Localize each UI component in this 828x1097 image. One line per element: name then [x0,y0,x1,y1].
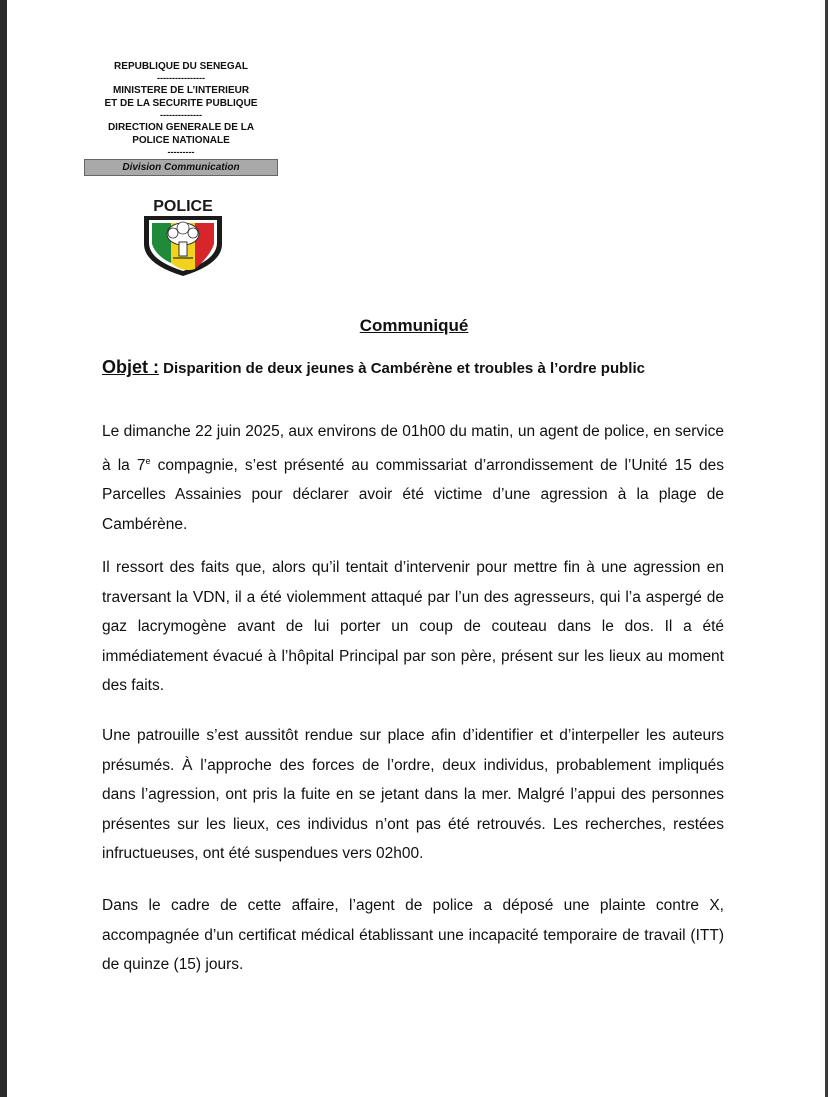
subject-text: Disparition de deux jeunes à Cambérène et troubles à l’ordre public [163,360,645,377]
republic-line: REPUBLIQUE DU SENEGAL [114,61,248,72]
paragraph-1-end: compagnie, s’est présenté au commissariat d’arrondissement de l’Unité 15 des Parcelles Assainies pour déclarer avoir été victime d’une agression à la plage de Cambérène. [102,456,725,533]
document-title: Communiqué [359,316,469,335]
paragraph-1 [102,417,724,539]
separator: --------- [167,147,195,157]
ministry-line-2: ET DE LA SECURITE PUBLIQUE [104,98,258,109]
subject-line [102,358,702,378]
ministry-line-1: MINISTERE DE L’INTERIEUR [112,85,250,96]
paragraph-4: Dans le cadre de cette affaire, l’agent de police a déposé une plainte contre X, accompagnée d’un certificat médical établissant une incapacité temporaire de travail (ITT) de quinze (15) jours. [102,897,724,973]
paragraph-2: Il ressort des faits que, alors qu’il tentait d’intervenir pour mettre fin à une agression en traversant la VDN, il a été violemment attaqué par l’un des agresseurs, qui l’a aspergé de gaz lacrymogène avant de lui porter un coup de couteau dans le dos. Il a été immédiatement évacué à l’hôpital Principal par son père, présent sur les lieux au moment des faits. [102,559,724,694]
page-edge-left [0,0,7,1097]
separator: -------------- [160,110,202,120]
paragraph-3: Une patrouille s’est aussitôt rendue sur place afin d’identifier et d’interpeller les auteurs présumés. À l’approche des forces de l’ordre, deux individus, probablement impliqués dans l’agression, ont pris la fuite en se jetant dans la mer. Malgré l’appui des personnes présentes sur les lieux, ces individus n’ont pas été retrouvés. Les recherches, restées infructueuses, ont été suspendues vers 02h00. [102,727,724,862]
separator: ---------------- [157,73,205,83]
direction-line-2: POLICE NATIONALE [132,135,230,146]
letterhead [84,60,278,176]
direction-line-1: DIRECTION GENERALE DE LA [107,122,255,133]
logo-text: POLICE [153,198,213,215]
subject-label: Objet : [102,357,159,377]
division-banner: Division Communication [84,159,278,176]
paragraph-1-start: Le dimanche 22 juin 2025, aux environs de 01h00 du matin, un agent de police, en service à la 7 [102,423,724,474]
ordinal-superscript: e [145,455,151,466]
police-badge-icon [140,196,226,278]
